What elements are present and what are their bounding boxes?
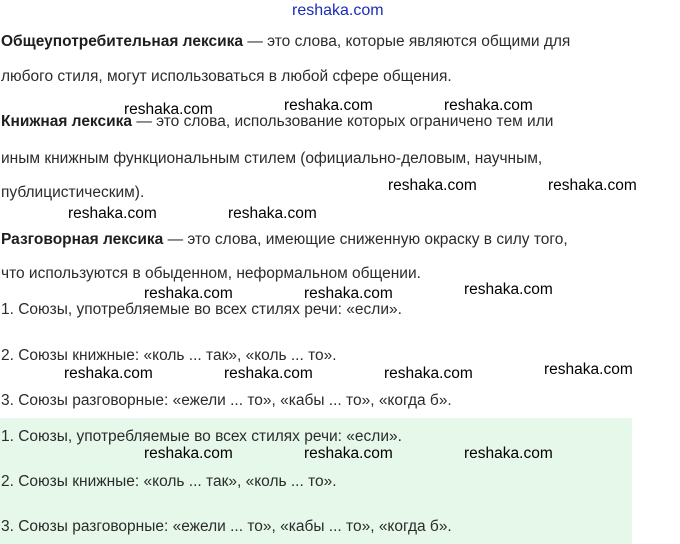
paragraph-bookish-vocabulary-line1 (1, 112, 553, 132)
list-item-general-conjunctions: 1. Союзы, употребляемые во всех стилях речи: «если». (1, 301, 402, 318)
term-colloquial-vocabulary: Разговорная лексика (1, 231, 164, 248)
watermark: reshaka.com (144, 445, 233, 462)
paragraph-general-vocabulary-line1 (1, 32, 570, 52)
paragraph-bookish-vocabulary-line2: иным книжным функциональным стилем (официально-деловым, научным, (1, 150, 543, 167)
watermark: reshaka.com (284, 97, 373, 114)
watermark: reshaka.com (464, 281, 553, 298)
watermark: reshaka.com (68, 205, 157, 222)
watermark: reshaka.com (228, 205, 317, 222)
watermark: reshaka.com (304, 445, 393, 462)
answer-item-general-conjunctions: 1. Союзы, употребляемые во всех стилях речи: «если». (1, 428, 402, 445)
watermark: reshaka.com (384, 365, 473, 382)
answer-item-bookish-conjunctions: 2. Союзы книжные: «коль ... так», «коль ... то». (1, 473, 337, 490)
term-bookish-vocabulary: Книжная лексика (1, 113, 133, 130)
watermark: reshaka.com (64, 365, 153, 382)
paragraph-colloquial-vocabulary-line1 (1, 230, 568, 250)
paragraph-bookish-vocabulary-line3: публицистическим). (1, 184, 145, 201)
watermark: reshaka.com (124, 101, 213, 118)
watermark: reshaka.com (304, 285, 393, 302)
paragraph-general-vocabulary-line2: любого стиля, могут использоваться в любой сфере общения. (1, 68, 452, 85)
watermark: reshaka.com (388, 177, 477, 194)
list-item-bookish-conjunctions: 2. Союзы книжные: «коль ... так», «коль ... то». (1, 347, 337, 364)
watermark: reshaka.com (224, 365, 313, 382)
watermark: reshaka.com (544, 361, 633, 378)
definition-text: — это слова, которые являются общими для (243, 33, 571, 50)
definition-text: — это слова, использование которых ограничено тем или (132, 113, 554, 130)
watermark: reshaka.com (144, 285, 233, 302)
paragraph-colloquial-vocabulary-line2: что используются в обыденном, неформальном общении. (1, 265, 421, 282)
watermark: reshaka.com (464, 445, 553, 462)
watermark: reshaka.com (548, 177, 637, 194)
list-item-colloquial-conjunctions: 3. Союзы разговорные: «ежели ... то», «кабы ... то», «когда б». (1, 392, 452, 409)
answer-item-colloquial-conjunctions: 3. Союзы разговорные: «ежели ... то», «кабы ... то», «когда б». (1, 518, 452, 535)
watermark: reshaka.com (444, 97, 533, 114)
term-general-vocabulary: Общеупотребительная лексика (1, 33, 244, 50)
watermark-top: reshaka.com (292, 2, 384, 19)
definition-text: — это слова, имеющие сниженную окраску в силу того, (163, 231, 568, 248)
